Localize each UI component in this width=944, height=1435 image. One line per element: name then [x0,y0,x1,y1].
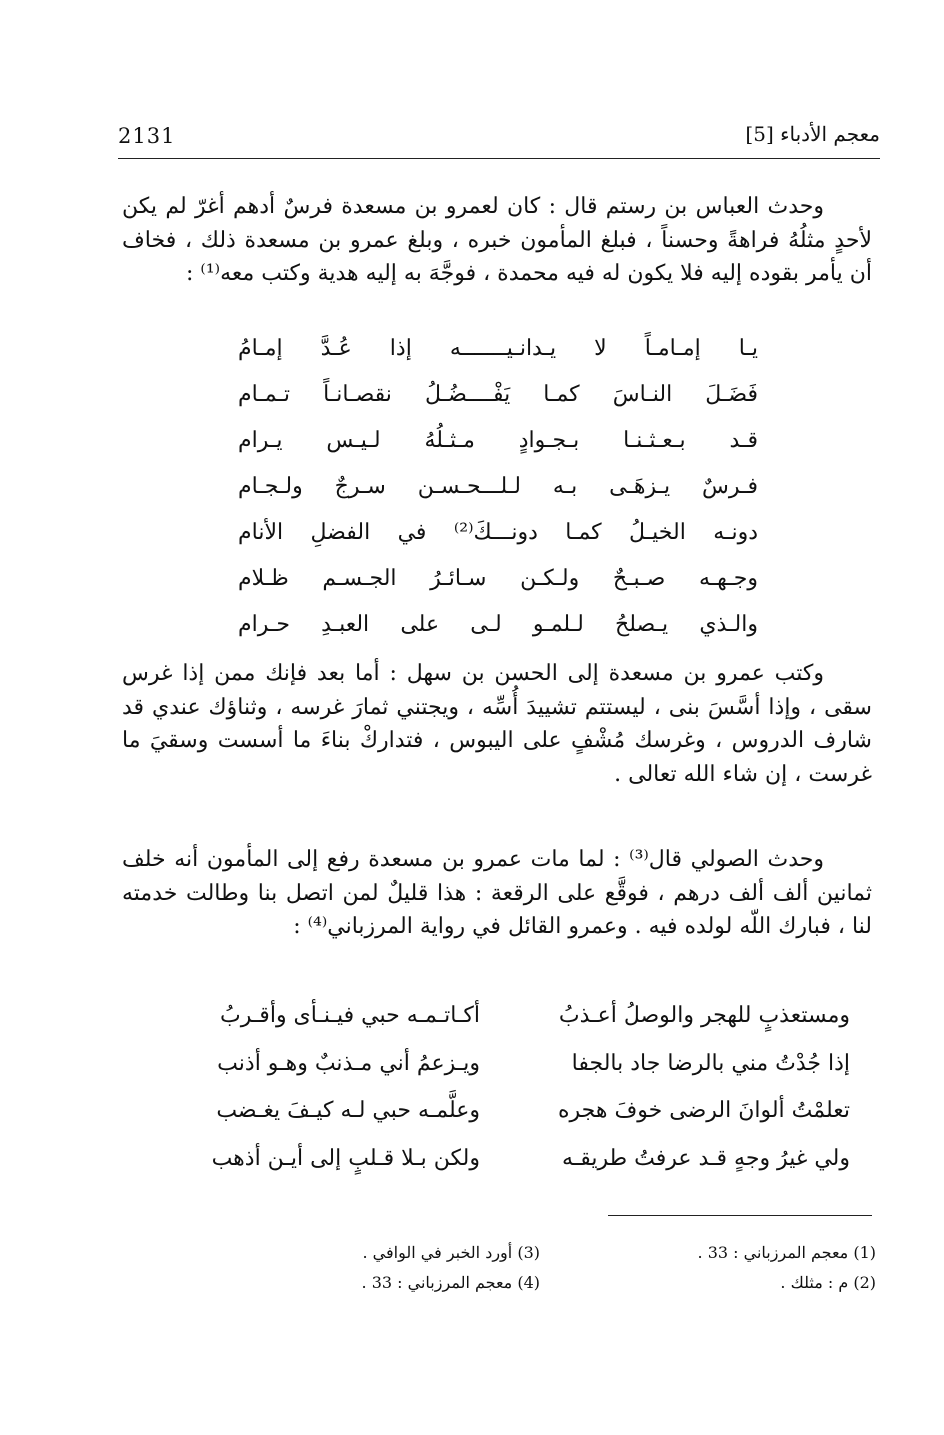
verse-first-hemistich: ومستعذبٍ للهجر والوصلُ أعـذبُ [558,1003,850,1028]
verse-second-hemistich: ولكن بـلا قـلبٍ إلى أيـن أذهب [211,1145,480,1171]
footnote-4: (4) معجم المرزباني : 33 . [361,1273,540,1292]
verse-second-hemistich: وعلَّمـه حبي لـه كيـفَ يغـضب [216,1098,480,1123]
poem-horse [238,326,758,648]
footnote-3: (3) أورد الخبر في الوافي . [362,1243,540,1262]
poem-line: فَضَـلَ النـاسَ كمـا يَفْــــضُـلُ نقصـانـاً تـمـام [238,382,758,407]
footnotes-column-right [576,1238,876,1298]
verse-line [160,1040,850,1088]
paragraph-text: وحدث الصولي قال⁽³⁾ : لما مات عمرو بن مسعدة رفع إلى المأمون أنه خلف ثمانين ألف ألف درهم ، فوقَّع على الرقعة : هذا قليلٌ لمن اتصل بنا وطالت خدمته لنا ، فبارك اللّه لولده فيه . وعمرو القائل في رواية المرزباني⁽⁴⁾ : [122,847,872,939]
verse-second-hemistich: أكـاتـمـه حبي فيـنـأى وأقـربُ [220,1003,480,1028]
footnote-2: (2) م : مثلك . [780,1273,876,1292]
verse-second-hemistich: ويـزعمُ أني مـذنبٌ وهـو أذنب [217,1050,480,1076]
poem-line: دونـه الخيـلُ كمـا دونـــكَ⁽²⁾ في الفضلِ الأنام [238,520,758,545]
poem-line: يـا إمـامـاً لا يـدانـيـــــــه إذا عُـدَّ إمـامُ [238,336,758,361]
poem-line: فـرسٌ يـزهَـى بـه لـلـــحـسـن سـرجٌ ولـجـام [238,474,758,499]
poem-love [160,992,850,1182]
running-title: معجم الأدباء [5] [745,122,880,146]
footnotes [240,1238,876,1298]
footnote-divider [608,1215,872,1216]
paragraph-abbas-story [122,190,872,291]
paragraph-suli-story [122,843,872,944]
paragraph-text: وحدث العباس بن رستم قال : كان لعمرو بن مسعدة فرسٌ أدهم أغرّ لم يكن لأحدٍ مثلُهُ فراهةً وحسناً ، فبلغ المأمون خبره ، وبلغ عمرو بن مسعدة ذلك ، فخاف أن يأمر بقوده إليه فلا يكون له فيه محمدة ، فوجَّهَ به إليه هدية وكتب معه⁽¹⁾ : [122,194,872,286]
poem-line: وجـهـه صـبـحٌ ولـكـن سـائـرُ الجـسـم ظـلام [238,566,758,591]
paragraph-letter [122,657,872,791]
verse-line [160,992,850,1040]
verse-first-hemistich: تعلمْتُ ألوانَ الرضى خوفَ هجره [558,1098,850,1123]
verse-line [160,1087,850,1135]
footnotes-column-left [240,1238,540,1298]
verse-line [160,1135,850,1183]
poem-line: قـد بـعـثـنـا بـجـوادٍ مـثـلُهُ لـيـس يـرام [238,428,758,453]
page-header [118,122,880,159]
page-number: 2131 [118,124,176,148]
verse-first-hemistich: ولي غيرُ وجهٍ قـد عرفتُ طريقـه [562,1145,850,1171]
footnote-1: (1) معجم المرزباني : 33 . [697,1243,876,1262]
poem-line: والـذي يـصلحُ لـلمـو لـى على العبـدِ حـرام [238,612,758,637]
verse-first-hemistich: إذا جُدْتُ مني بالرضا جاد بالجفا [571,1050,850,1076]
paragraph-text: وكتب عمرو بن مسعدة إلى الحسن بن سهل : أما بعد فإنك ممن إذا غرس سقى ، وإذا أسَّسَ بنى ، ليستتم تشييدَ أُسِّه ، ويجتني ثمارَ غرسه ، وثناؤك عندي قد شارف الدروس ، وغرسك مُشْفٍ على اليبوس ، فتداركْ بناءَ ما أسست وسقيَ ما غرست ، إن شاء الله تعالى . [122,661,872,787]
